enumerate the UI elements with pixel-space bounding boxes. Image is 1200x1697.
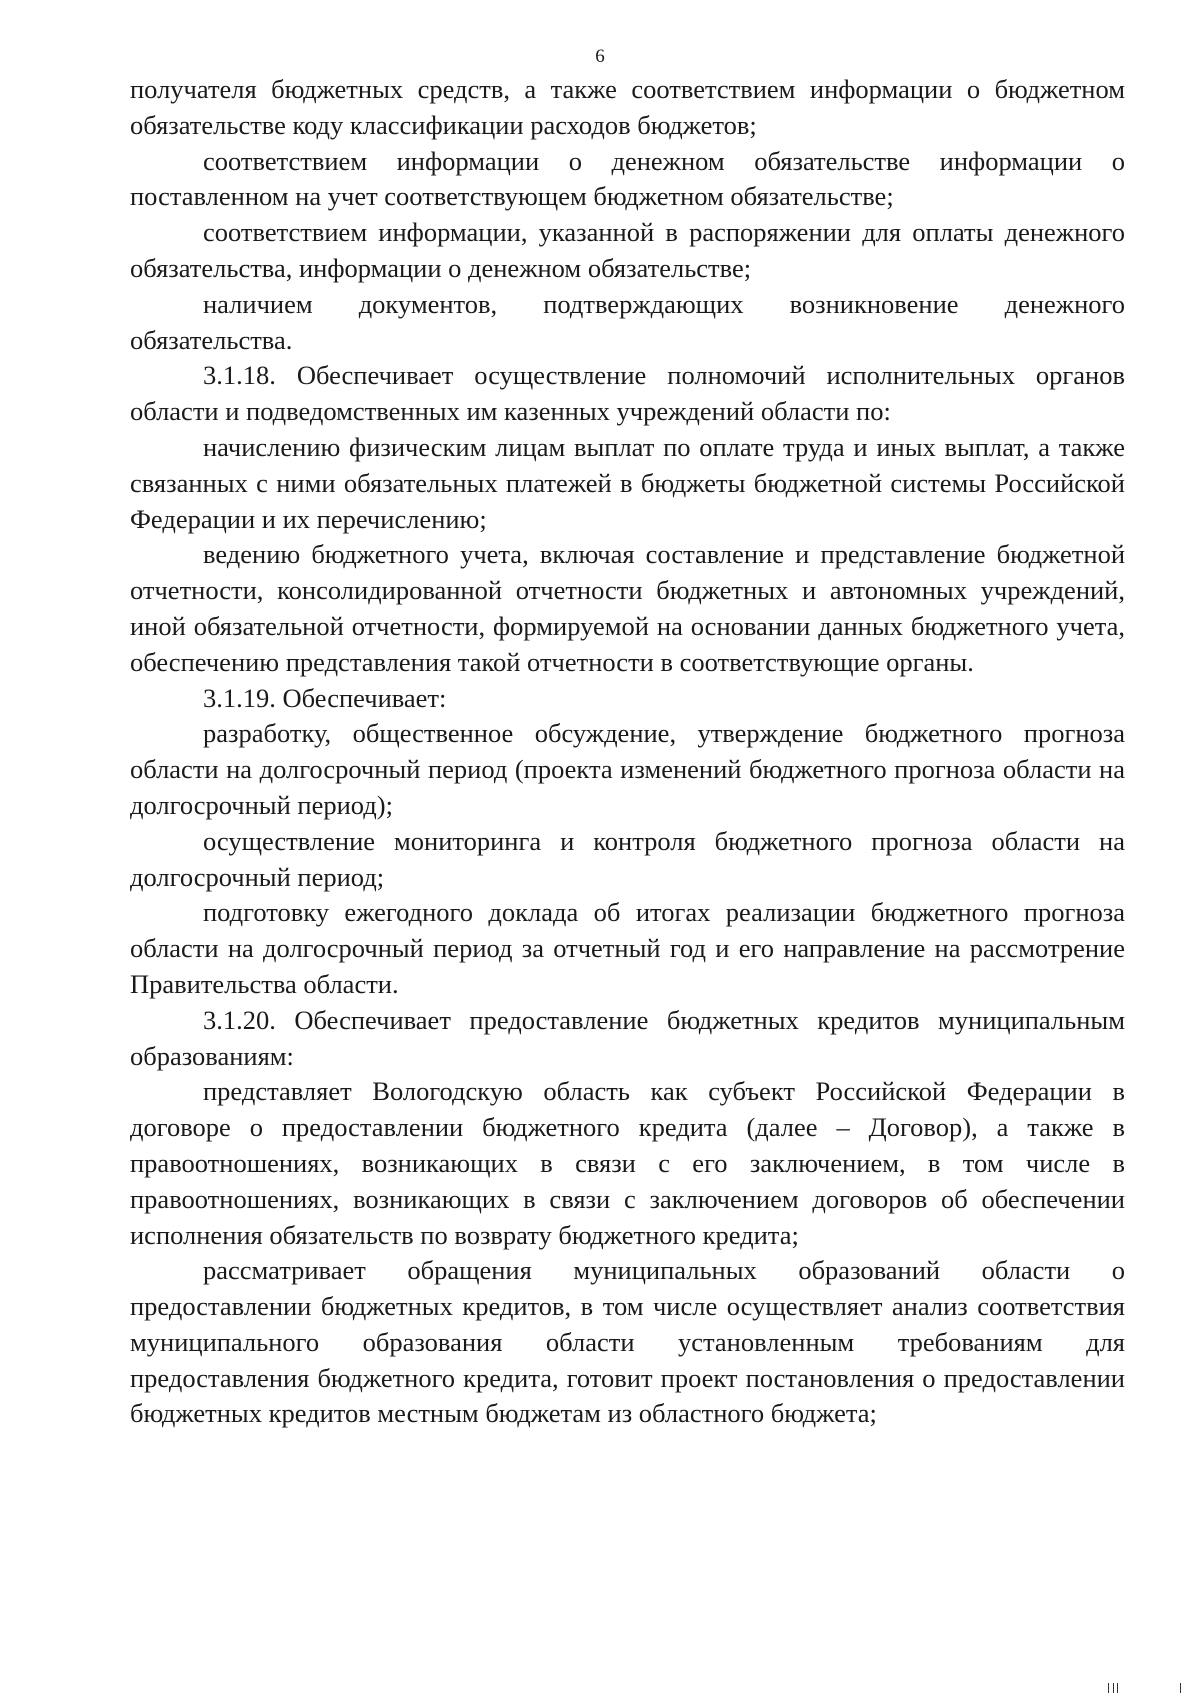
clause-3-1-20: 3.1.20. Обеспечивает предоставление бюджетных кредитов муниципальным образованиям: — [130, 1004, 1125, 1071]
page-number: 6 — [595, 46, 605, 67]
paragraph: рассматривает обращения муниципальных образований области о предоставлении бюджетных кредитов, в том числе осуществляет анализ соответствия муниципального образования области установленным требованиям для предоставления бюджетного кредита, готовит проект постановления о предоставлении бюджетных кредитов местным бюджетам из областного бюджета; — [130, 1255, 1125, 1429]
paragraph: представляет Вологодскую область как субъект Российской Федерации в договоре о предоставлении бюджетного кредита (далее – Договор), а также в правоотношениях, возникающих в связи с его заключением, в том числе в правоотношениях, возникающих в связи с заключением договоров об обеспечении исполнения обязательств по возврату бюджетного кредита; — [130, 1076, 1125, 1250]
clause-3-1-19: 3.1.19. Обеспечивает: — [203, 682, 447, 713]
paragraph: соответствием информации, указанной в распоряжении для оплаты денежного обязательства, информации о денежном обязательстве; — [130, 217, 1125, 283]
paragraph: наличием документов, подтверждающих возникновение денежного обязательства. — [130, 288, 1125, 355]
clause-3-1-18: 3.1.18. Обеспечивает осуществление полномочий исполнительных органов области и подведомственных им казенных учреждений области по: — [130, 360, 1125, 427]
paragraph: ведению бюджетного учета, включая составление и представление бюджетной отчетности, консолидированной отчетности бюджетных и автономных учреждений, иной обязательной отчетности, формируемой на основании данных бюджетного учета, обеспечению представления такой отчетности в соответствующие органы. — [130, 539, 1125, 677]
paragraph: разработку, общественное обсуждение, утверждение бюджетного прогноза области на долгосрочный период (проекта изменений бюджетного прогноза области на долгосрочный период); — [130, 718, 1125, 820]
scan-edge-mark — [1113, 1683, 1114, 1693]
scan-edge-mark — [1108, 1683, 1109, 1693]
scan-edge-mark — [1117, 1683, 1118, 1693]
paragraph: осуществление мониторинга и контроля бюджетного прогноза области на долгосрочный период; — [130, 825, 1125, 892]
paragraph-continuation: получателя бюджетных средств, а также соответствием информации о бюджетном обязательстве коду классификации расходов бюджетов; — [130, 74, 1125, 140]
document-body — [130, 72, 1125, 1432]
scan-edge-mark — [1180, 1683, 1181, 1693]
paragraph: начислению физическим лицам выплат по оплате труда и иных выплат, а также связанных с ними обязательных платежей в бюджеты бюджетной системы Российской Федерации и их перечислению; — [130, 431, 1125, 534]
paragraph: соответствием информации о денежном обязательстве информации о поставленном на учет соответствующем бюджетном обязательстве; — [130, 145, 1125, 212]
paragraph: подготовку ежегодного доклада об итогах реализации бюджетного прогноза области на долгосрочный период за отчетный год и его направление на рассмотрение Правительства области. — [130, 897, 1125, 999]
